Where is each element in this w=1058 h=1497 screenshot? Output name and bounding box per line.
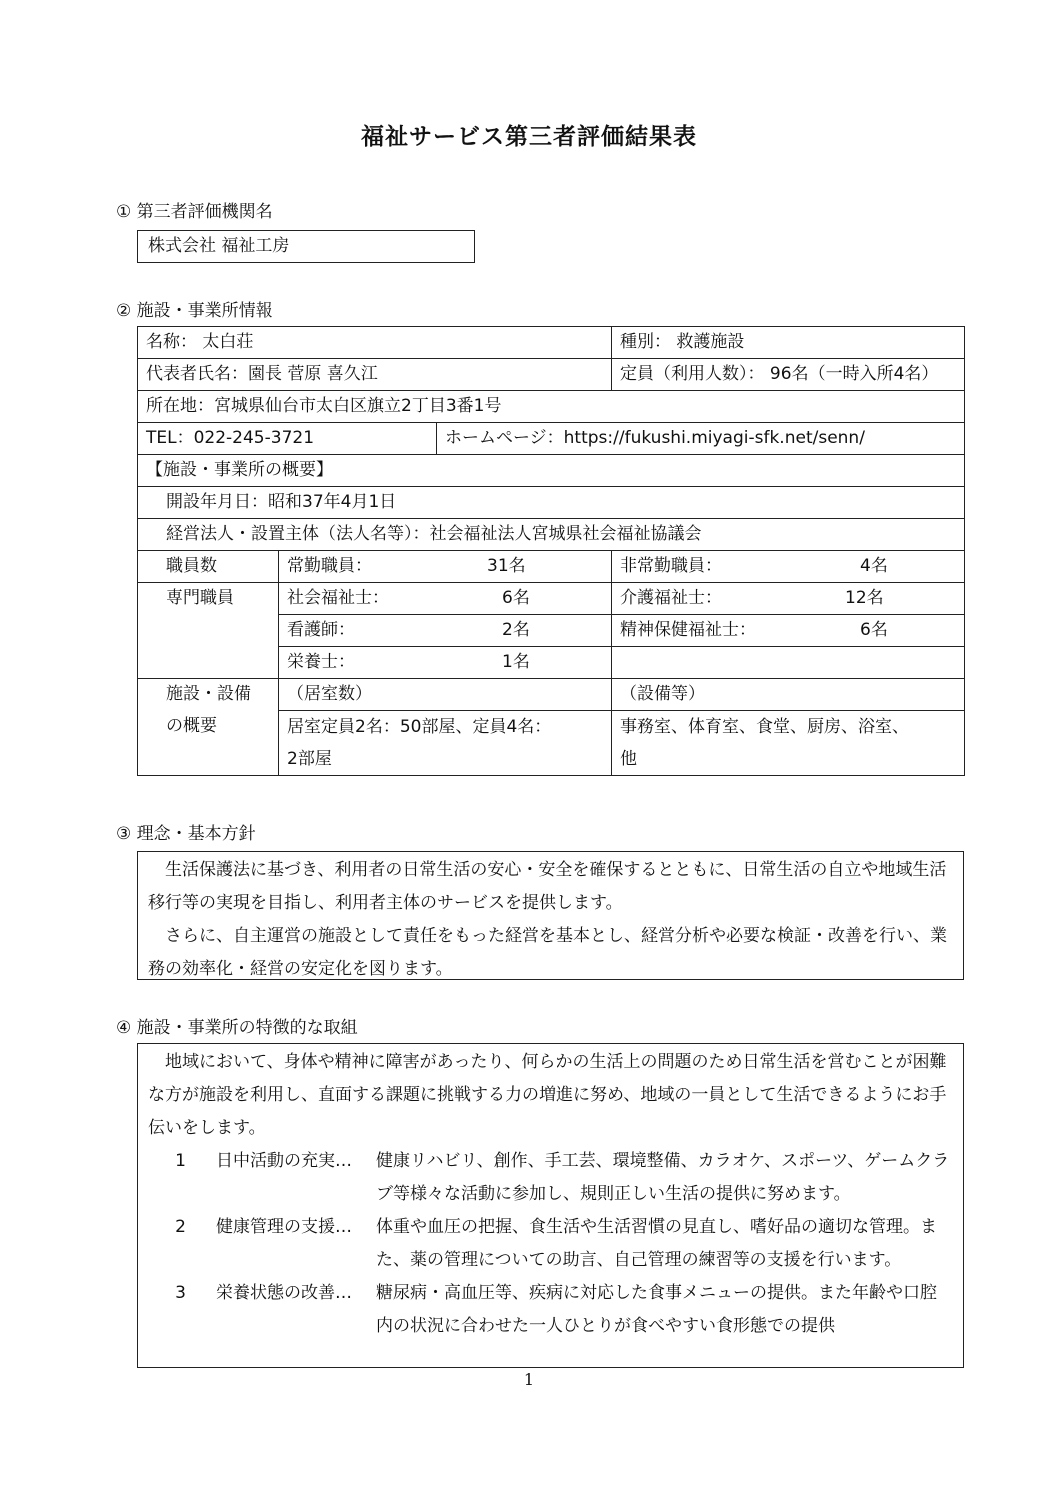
equipment-line-1: 事務室、体育室、食堂、厨房、浴室、 — [620, 717, 910, 737]
fulltime-label: 常勤職員： — [287, 556, 372, 576]
social-worker-value: 6名 — [502, 588, 530, 608]
feature-item-label: 日中活動の充実… — [216, 1151, 352, 1171]
psw-label: 精神保健福祉士： — [620, 620, 757, 640]
address: 所在地：宮城県仙台市太白区旗立2丁目3番1号 — [138, 391, 965, 423]
capacity: 定員（利用人数）： 96名（一時入所4名） — [612, 359, 965, 391]
psw-value: 6名 — [860, 620, 888, 640]
parttime-label: 非常勤職員： — [620, 556, 723, 576]
section-4-heading: ④ 施設・事業所の特徴的な取組 — [116, 1018, 358, 1038]
overview-heading: 【施設・事業所の概要】 — [138, 455, 965, 487]
feature-item-text: 糖尿病・高血圧等、疾病に対応した食事メニューの提供。また年齢や口腔内の状況に合わせた一人ひとりが食べやすい食形態での提供 — [376, 1283, 937, 1336]
operator: 経営法人・設置主体（法人名等）：社会福祉法人宮城県社会福祉協議会 — [138, 519, 965, 551]
representative: 代表者氏名：園長 菅原 喜久江 — [138, 359, 612, 391]
philosophy-paragraph-1: 生活保護法に基づき、利用者の日常生活の安心・安全を確保するとともに、日常生活の自立や地域生活移行等の実現を目指し、利用者主体のサービスを提供します。 — [148, 860, 947, 913]
established-date: 開設年月日：昭和37年4月1日 — [138, 487, 965, 519]
section-2-heading: ② 施設・事業所情報 — [116, 301, 273, 321]
feature-item-label: 栄養状態の改善… — [216, 1283, 352, 1303]
dietitian — [279, 647, 612, 679]
rooms-detail — [279, 711, 612, 776]
parttime-staff — [612, 551, 965, 583]
care-worker-value: 12名 — [845, 588, 884, 608]
telephone: TEL：022-245-3721 — [138, 423, 437, 455]
facility-type: 種別： 救護施設 — [612, 327, 965, 359]
dietitian-value: 1名 — [502, 652, 530, 672]
philosophy-paragraph-2: さらに、自主運営の施設として責任をもった経営を基本とし、経営分析や必要な検証・改善を行い、業務の効率化・経営の安定化を図ります。 — [148, 926, 947, 979]
nurse-label: 看護師： — [287, 620, 355, 640]
nurse — [279, 615, 612, 647]
rooms-line-2: 2部屋 — [287, 749, 332, 769]
equipment-heading: （設備等） — [612, 679, 965, 711]
care-worker — [612, 583, 965, 615]
facility-overview-label-2: の概要 — [138, 711, 279, 776]
fulltime-staff — [279, 551, 612, 583]
feature-item-number: 1 — [175, 1151, 186, 1171]
social-worker-label: 社会福祉士： — [287, 588, 389, 608]
page-title: 福祉サービス第三者評価結果表 — [361, 124, 697, 150]
feature-item-text: 体重や血圧の把握、食生活や生活習慣の見直し、嗜好品の適切な管理。また、薬の管理についての助言、自己管理の練習等の支援を行います。 — [376, 1217, 937, 1270]
feature-item — [148, 1277, 953, 1343]
rooms-line-1: 居室定員2名：50部屋、定員4名： — [287, 717, 552, 737]
specialist-label: 専門職員 — [138, 583, 279, 615]
section-3-heading: ③ 理念・基本方針 — [116, 824, 256, 844]
feature-item-label: 健康管理の支援… — [216, 1217, 352, 1237]
feature-item-number: 2 — [175, 1217, 186, 1237]
homepage: ホームページ：https://fukushi.miyagi-sfk.net/senn/ — [437, 423, 965, 455]
facility-overview-label-1: 施設・設備 — [138, 679, 279, 711]
equipment-line-2: 他 — [620, 749, 638, 769]
fulltime-value: 31名 — [487, 556, 526, 576]
facility-info-table — [137, 326, 965, 776]
care-worker-label: 介護福祉士： — [620, 588, 723, 608]
social-worker — [279, 583, 612, 615]
feature-item — [148, 1145, 953, 1211]
facility-name: 名称： 太白荘 — [138, 327, 612, 359]
section-1-heading: ① 第三者評価機関名 — [116, 202, 273, 222]
philosophy-box — [137, 851, 964, 980]
equipment-detail — [612, 711, 965, 776]
page-number: 1 — [523, 1370, 535, 1389]
features-box — [137, 1043, 964, 1368]
features-intro: 地域において、身体や精神に障害があったり、何らかの生活上の問題のため日常生活を営むことが困難な方が施設を利用し、直面する課題に挑戦する力の増進に努め、地域の一員として生活できるようにお手伝いをします。 — [148, 1052, 947, 1138]
staff-count-label: 職員数 — [138, 551, 279, 583]
feature-item-text: 健康リハビリ、創作、手工芸、環境整備、カラオケ、スポーツ、ゲームクラブ等様々な活動に参加し、規則正しい生活の提供に努めます。 — [376, 1151, 950, 1204]
feature-item — [148, 1211, 953, 1277]
feature-item-number: 3 — [175, 1283, 186, 1303]
rooms-heading: （居室数） — [279, 679, 612, 711]
psychiatric-social-worker — [612, 615, 965, 647]
parttime-value: 4名 — [860, 556, 888, 576]
evaluation-org-name: 株式会社 福祉工房 — [137, 230, 475, 263]
nurse-value: 2名 — [502, 620, 530, 640]
dietitian-label: 栄養士： — [287, 652, 355, 672]
